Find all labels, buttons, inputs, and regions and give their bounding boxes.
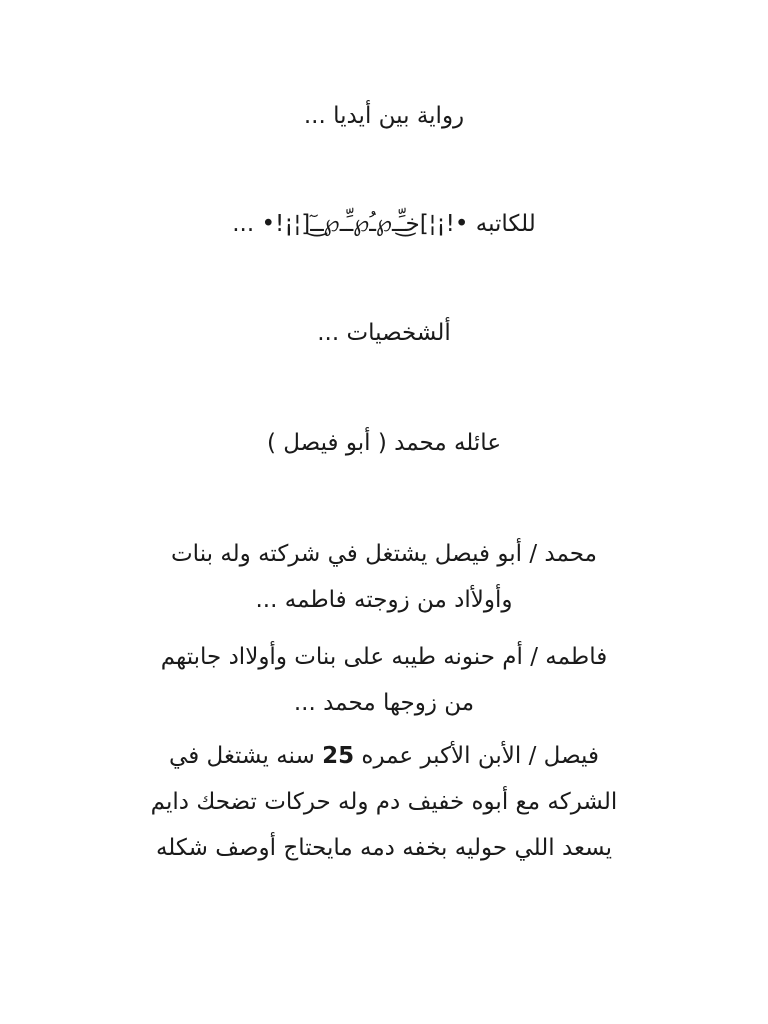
- novel-title: رواية بين أيديا ...: [303, 103, 465, 129]
- paragraph-mohammed: [100, 531, 668, 623]
- author-line: للكاتبه •!¡¦]خ͜ـِّـ℘ـُ℘ـِّـ℘ـ͜ـٓ[¦¡!• ...: [232, 211, 536, 237]
- text-segment: فيصل / الأبن الأكبر عمره: [354, 743, 599, 769]
- paragraph-fatima: [100, 634, 668, 726]
- characters-heading: ألشخصيات ...: [317, 320, 451, 346]
- text-line: محمد / أبو فيصل يشتغل في شركته وله بنات: [171, 541, 597, 567]
- text-line: الشركه مع أبوه خفيف دم وله حركات تضحك دايم: [150, 789, 618, 815]
- text-line: فاطمه / أم حنونه طيبه على بنات وأولااد جابتهم: [160, 644, 608, 670]
- text-line: وأولأاد من زوجته فاطمه ...: [255, 587, 513, 613]
- age-number: 25: [322, 743, 355, 769]
- family-heading: عائله محمد ( أبو فيصل ): [266, 430, 502, 456]
- text-line: يسعد اللي حوليه بخفه دمه مايحتاج أوصف شكله: [155, 835, 613, 861]
- text-line: [100, 733, 668, 779]
- text-segment: سنه يشتغل في: [169, 743, 323, 769]
- paragraph-faisal: [100, 733, 668, 871]
- text-line: من زوجها محمد ...: [293, 690, 475, 716]
